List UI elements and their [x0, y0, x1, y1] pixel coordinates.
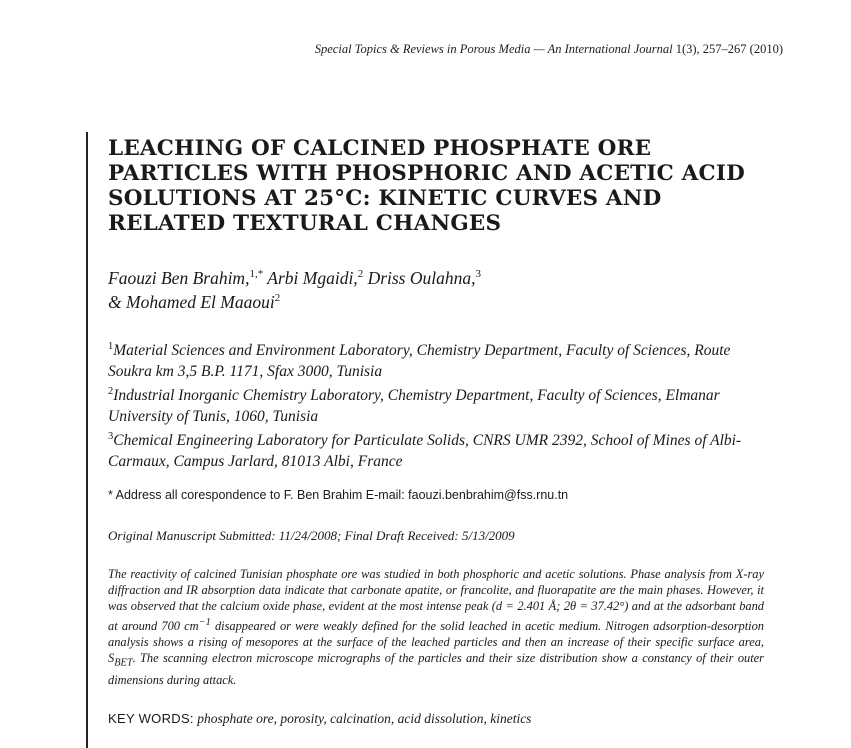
title-line: LEACHING OF CALCINED PHOSPHATE ORE: [108, 136, 652, 161]
affiliation-text: Industrial Inorganic Chemistry Laboratory, Chemistry Department, Faculty of Sciences, Elmanar University of Tunis, 1060, Tunisia: [108, 387, 720, 425]
author-affil-mark: 2: [357, 268, 364, 280]
affiliation-mark: 2: [108, 386, 114, 397]
correspondence-note: * Address all corespondence to F. Ben Brahim E-mail: faouzi.benbrahim@fss.rnu.tn: [108, 488, 569, 502]
abstract-text: . The scanning electron microscope micrographs of the particles and their size distribution show a constancy of their outer dimensions during attack.: [108, 651, 764, 687]
author-line: [108, 266, 808, 290]
keywords: [108, 711, 764, 727]
affiliation-list: [108, 340, 762, 475]
keywords-label: KEY WORDS:: [108, 711, 194, 726]
manuscript-dates: Original Manuscript Submitted: 11/24/2008; Final Draft Received: 5/13/2009: [108, 528, 515, 543]
affiliation-text: Chemical Engineering Laboratory for Particulate Solids, CNRS UMR 2392, School of Mines of Albi-Carmaux, Campus Jarlard, 81013 Albi, France: [108, 432, 742, 470]
abstract: [108, 566, 764, 688]
title-line: SOLUTIONS AT 25°C: KINETIC CURVES AND: [108, 186, 662, 211]
author-list: [108, 266, 808, 314]
journal-header: [315, 42, 783, 57]
affiliation: [108, 430, 762, 472]
author-name: & Mohamed El Maaoui: [108, 292, 275, 312]
author-name: Faouzi Ben Brahim,: [108, 268, 250, 288]
keywords-list: phosphate ore, porosity, calcination, acid dissolution, kinetics: [193, 711, 532, 726]
abstract-subscript: BET: [114, 657, 133, 669]
abstract-text: disappeared or were weakly defined for the solid leached in acetic medium. Nitrogen adsorption-desorption analysis shows a rising of mesopores at the surface of the leached particles and then an increase of their specific surface area,: [108, 618, 764, 649]
affiliation: [108, 385, 762, 427]
author-name: Driss Oulahna,: [363, 268, 476, 288]
abstract-symbol: S: [108, 651, 115, 666]
journal-volume: 1(3), 257–267 (2010): [675, 42, 783, 56]
author-affil-mark: 1,*: [249, 268, 264, 280]
author-line: [108, 290, 808, 314]
affiliation-mark: 1: [108, 341, 114, 352]
paper-title: [108, 136, 768, 236]
affiliation-mark: 3: [108, 431, 114, 442]
abstract-exponent: −1: [198, 616, 211, 628]
author-name: Arbi Mgaidi,: [263, 268, 358, 288]
abstract-text: The reactivity of calcined Tunisian phosphate ore was studied in both phosphoric and acetic solutions. Phase analysis from X-ray diffraction and IR absorption data indicate that carbonate apatite, or francolite, and fluorapatite are the main phases. However, it was observed that the calcium oxide phase, evident at the most intense peak (d = 2.401 Å; 2θ = 37.42°) and at the adsorbant band at around 700 cm: [108, 567, 764, 633]
author-affil-mark: 2: [274, 292, 281, 304]
title-line: RELATED TEXTURAL CHANGES: [108, 211, 502, 236]
title-line: PARTICLES WITH PHOSPHORIC AND ACETIC ACID: [108, 161, 745, 186]
journal-name: Special Topics & Reviews in Porous Media — An International Journal: [314, 42, 673, 56]
affiliation: [108, 340, 762, 382]
side-rule: [86, 132, 88, 748]
author-affil-mark: 3: [475, 268, 481, 280]
affiliation-text: Material Sciences and Environment Laboratory, Chemistry Department, Faculty of Sciences, Route Soukra km 3,5 B.P. 1171, Sfax 3000, Tunisia: [108, 342, 731, 380]
